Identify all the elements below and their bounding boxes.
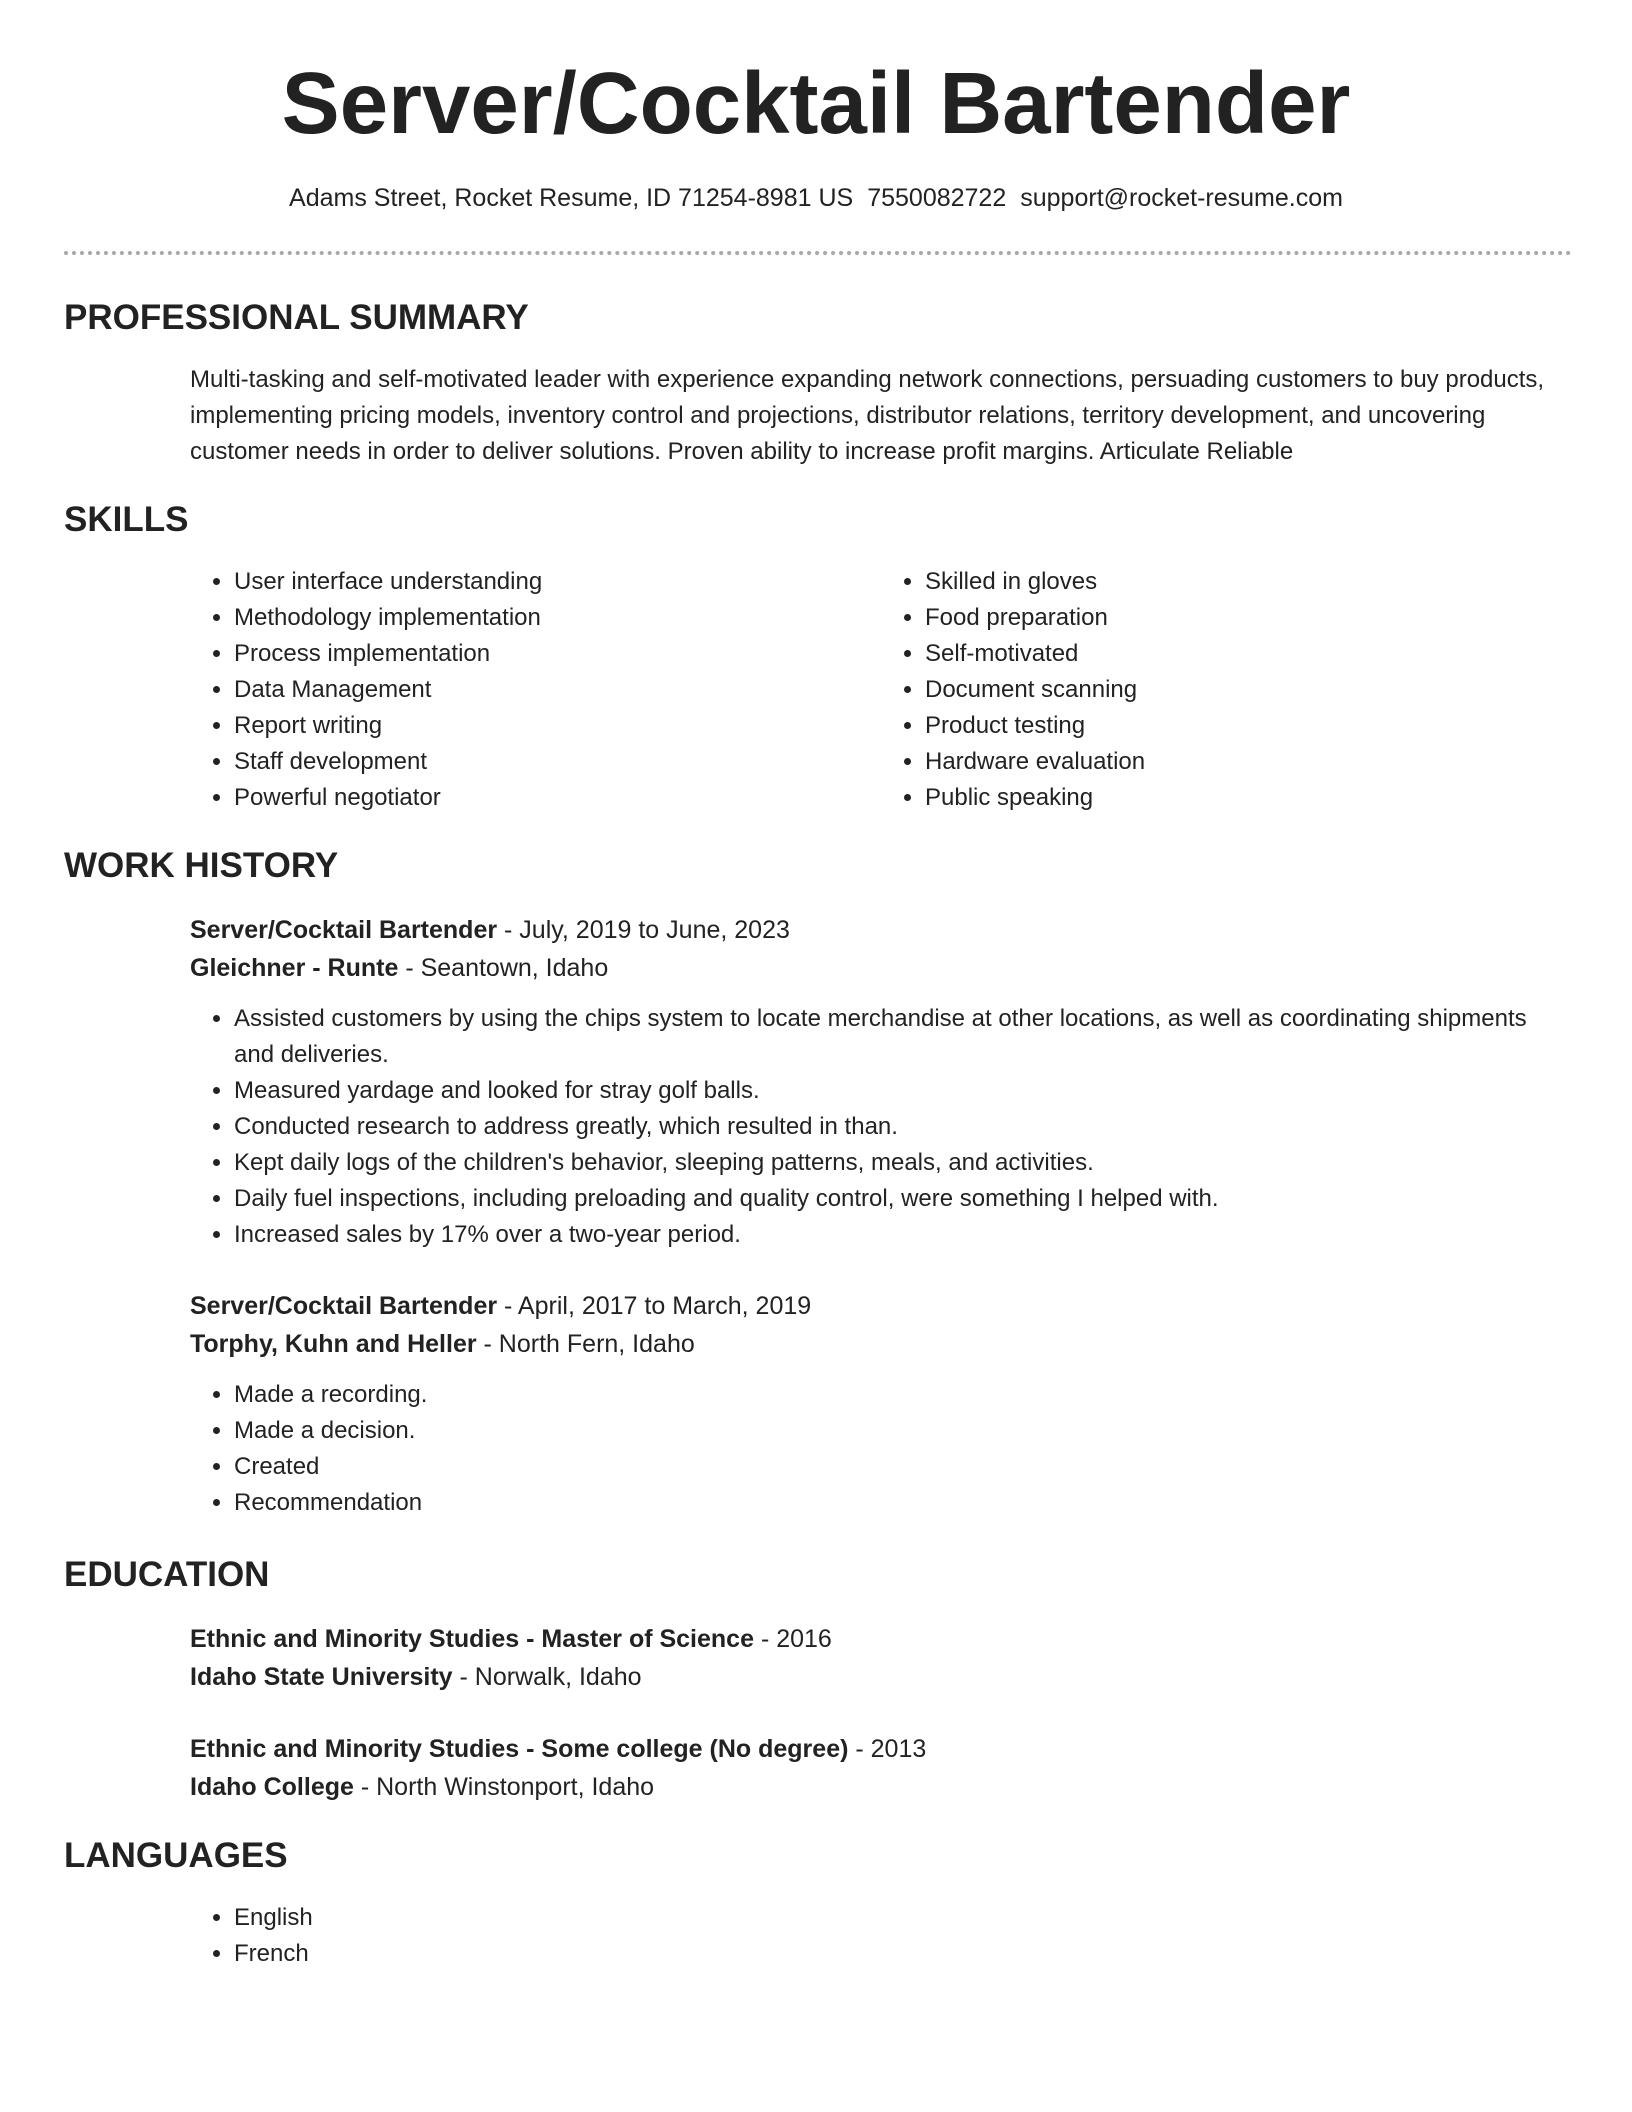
education-entry: [190, 1730, 1572, 1806]
job-bullet: • Kept daily logs of the children's behavior, sleeping patterns, meals, and activities.: [234, 1145, 1572, 1181]
languages-section: [190, 1900, 1572, 1972]
job-entry: [190, 911, 1572, 1253]
summary-text: Multi-tasking and self-motivated leader with experience expanding network connections, persuading customers to buy products, implementing pricing models, inventory control and projections, distributor relations, territory development, and uncovering customer needs in order to deliver solutions. Proven ability to increase profit margins. Articulate Reliable: [190, 366, 1545, 465]
language-item: • French: [234, 1936, 1572, 1972]
degree-line: [190, 1730, 1572, 1768]
degree-year: - 2016: [754, 1625, 832, 1653]
job-bullet: • Made a recording.: [234, 1377, 1572, 1413]
skill-item: • Self-motivated: [925, 636, 1572, 672]
degree: Ethnic and Minority Studies - Master of Science: [190, 1625, 754, 1653]
school-location: - Norwalk, Idaho: [452, 1663, 642, 1691]
school: Idaho College: [190, 1773, 354, 1801]
skills-list-left: [190, 564, 881, 816]
skill-item: • Powerful negotiator: [234, 780, 881, 816]
job-company: Torphy, Kuhn and Heller: [190, 1330, 477, 1358]
skill-item: • Data Management: [234, 672, 881, 708]
contact-line: [0, 181, 1632, 215]
job-bullet: • Measured yardage and looked for stray golf balls.: [234, 1073, 1572, 1109]
job-bullet: • Daily fuel inspections, including preloading and quality control, were something I helped with.: [234, 1181, 1572, 1217]
skills-section: [190, 564, 1572, 816]
job-bullet: • Made a decision.: [234, 1413, 1572, 1449]
job-dates: - April, 2017 to March, 2019: [497, 1292, 812, 1320]
job-bullet: • Increased sales by 17% over a two-year period.: [234, 1217, 1572, 1253]
education-heading: EDUCATION: [64, 1555, 270, 1594]
languages-list: [190, 1900, 1572, 1972]
job-title: Server/Cocktail Bartender: [190, 1292, 498, 1320]
contact-phone: 7550082722: [867, 184, 1007, 212]
skill-item: • User interface understanding: [234, 564, 881, 600]
job-dates: - July, 2019 to June, 2023: [497, 916, 790, 944]
degree: Ethnic and Minority Studies - Some college (No degree): [190, 1735, 849, 1763]
skill-item: • Report writing: [234, 708, 881, 744]
job-title: Server/Cocktail Bartender: [190, 916, 498, 944]
school: Idaho State University: [190, 1663, 453, 1691]
school-location: - North Winstonport, Idaho: [353, 1773, 655, 1801]
skill-item: • Process implementation: [234, 636, 881, 672]
language-item: • English: [234, 1900, 1572, 1936]
job-bullet: • Assisted customers by using the chips system to locate merchandise at other locations, as well as coordinating shipments and deliveries.: [234, 1001, 1572, 1073]
job-title-line: [190, 911, 1572, 949]
summary-heading: PROFESSIONAL SUMMARY: [64, 298, 529, 337]
skill-item: • Document scanning: [925, 672, 1572, 708]
header-divider: [64, 251, 1572, 255]
job-title-line: [190, 1287, 1572, 1325]
job-bullet-list: [190, 1377, 1572, 1521]
job-bullet-list: [190, 1001, 1572, 1253]
job-bullet: • Conducted research to address greatly, which resulted in than.: [234, 1109, 1572, 1145]
job-bullet: • Created: [234, 1449, 1572, 1485]
job-company: Gleichner - Runte: [190, 954, 399, 982]
job-location: - Seantown, Idaho: [398, 954, 609, 982]
languages-heading: LANGUAGES: [64, 1836, 288, 1875]
job-bullet: • Recommendation: [234, 1485, 1572, 1521]
work-history-heading: WORK HISTORY: [64, 846, 339, 885]
job-company-line: [190, 1325, 1572, 1363]
degree-year: - 2013: [848, 1735, 927, 1763]
education-entry: [190, 1620, 1572, 1696]
skill-item: • Hardware evaluation: [925, 744, 1572, 780]
degree-line: [190, 1620, 1572, 1658]
school-line: [190, 1658, 1572, 1696]
contact-address: Adams Street, Rocket Resume, ID 71254-8981 US: [289, 184, 854, 212]
summary-section: [190, 362, 1572, 470]
skill-item: • Skilled in gloves: [925, 564, 1572, 600]
job-location: - North Fern, Idaho: [476, 1330, 695, 1358]
contact-email: support@rocket-resume.com: [1020, 184, 1343, 212]
school-line: [190, 1768, 1572, 1806]
job-entry: [190, 1287, 1572, 1521]
skill-item: • Food preparation: [925, 600, 1572, 636]
skill-item: • Staff development: [234, 744, 881, 780]
skills-heading: SKILLS: [64, 500, 189, 539]
skill-item: • Public speaking: [925, 780, 1572, 816]
skills-list-right: [881, 564, 1572, 816]
skill-item: • Product testing: [925, 708, 1572, 744]
resume-name: Server/Cocktail Bartender: [281, 55, 1351, 152]
skill-item: • Methodology implementation: [234, 600, 881, 636]
job-company-line: [190, 949, 1572, 987]
